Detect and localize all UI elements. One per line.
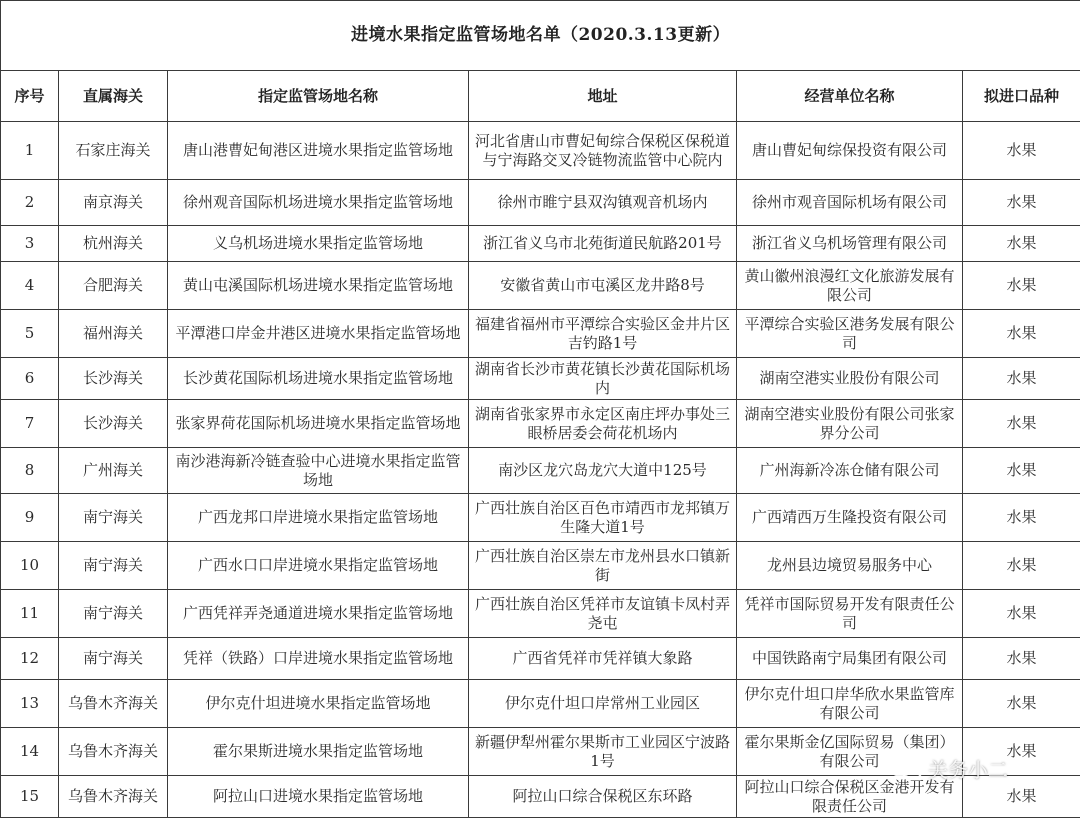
- cell-address: 新疆伊犁州霍尔果斯市工业园区宁波路1号: [469, 728, 737, 776]
- cell-operator: 伊尔克什坦口岸华欣水果监管库有限公司: [737, 680, 963, 728]
- cell-variety: 水果: [963, 542, 1080, 590]
- table-row: [1, 122, 1080, 180]
- cell-variety: 水果: [963, 180, 1080, 226]
- cell-no: 1: [1, 122, 59, 180]
- cell-operator: 黄山徽州浪漫红文化旅游发展有限公司: [737, 262, 963, 310]
- watermark-text: 关务小二: [928, 758, 1008, 782]
- table-row: [1, 728, 1080, 776]
- cell-operator: 龙州县边境贸易服务中心: [737, 542, 963, 590]
- cell-variety: 水果: [963, 448, 1080, 494]
- cell-variety: 水果: [963, 638, 1080, 680]
- cell-no: 8: [1, 448, 59, 494]
- table-row: [1, 448, 1080, 494]
- cell-customs: 南宁海关: [59, 638, 168, 680]
- cell-no: 14: [1, 728, 59, 776]
- cell-variety: 水果: [963, 680, 1080, 728]
- cell-customs: 长沙海关: [59, 400, 168, 448]
- cell-customs: 乌鲁木齐海关: [59, 728, 168, 776]
- cell-no: 5: [1, 310, 59, 358]
- table-title: 进境水果指定监管场地名单（2020.3.13更新）: [1, 1, 1080, 71]
- cell-variety: 水果: [963, 590, 1080, 638]
- header-variety: 拟进口品种: [963, 71, 1080, 122]
- cell-no: 10: [1, 542, 59, 590]
- cell-site-name: 唐山港曹妃甸港区进境水果指定监管场地: [168, 122, 469, 180]
- cell-address: 阿拉山口综合保税区东环路: [469, 776, 737, 818]
- cell-address: 广西壮族自治区凭祥市友谊镇卡凤村弄尧屯: [469, 590, 737, 638]
- cell-no: 13: [1, 680, 59, 728]
- cell-no: 12: [1, 638, 59, 680]
- cell-no: 11: [1, 590, 59, 638]
- cell-no: 3: [1, 226, 59, 262]
- cell-variety: 水果: [963, 728, 1080, 776]
- cell-operator: 湖南空港实业股份有限公司: [737, 358, 963, 400]
- cell-customs: 南宁海关: [59, 494, 168, 542]
- cell-operator: 广西靖西万生隆投资有限公司: [737, 494, 963, 542]
- cell-site-name: 平潭港口岸金井港区进境水果指定监管场地: [168, 310, 469, 358]
- cell-customs: 乌鲁木齐海关: [59, 680, 168, 728]
- cell-operator: 广州海新冷冻仓储有限公司: [737, 448, 963, 494]
- table-row: [1, 590, 1080, 638]
- cell-variety: 水果: [963, 262, 1080, 310]
- cell-customs: 杭州海关: [59, 226, 168, 262]
- table-row: [1, 310, 1080, 358]
- table-row: [1, 262, 1080, 310]
- cell-address: 湖南省张家界市永定区南庄坪办事处三眼桥居委会荷花机场内: [469, 400, 737, 448]
- cell-site-name: 凭祥（铁路）口岸进境水果指定监管场地: [168, 638, 469, 680]
- cell-variety: 水果: [963, 358, 1080, 400]
- cell-site-name: 伊尔克什坦进境水果指定监管场地: [168, 680, 469, 728]
- cell-no: 6: [1, 358, 59, 400]
- cell-customs: 南宁海关: [59, 590, 168, 638]
- cell-site-name: 南沙港海新冷链查验中心进境水果指定监管场地: [168, 448, 469, 494]
- cell-address: 南沙区龙穴岛龙穴大道中125号: [469, 448, 737, 494]
- cell-variety: 水果: [963, 226, 1080, 262]
- cell-customs: 广州海关: [59, 448, 168, 494]
- header-no: 序号: [1, 71, 59, 122]
- cell-address: 广西壮族自治区百色市靖西市龙邦镇万生隆大道1号: [469, 494, 737, 542]
- cell-variety: 水果: [963, 310, 1080, 358]
- cell-site-name: 霍尔果斯进境水果指定监管场地: [168, 728, 469, 776]
- cell-operator: 唐山曹妃甸综保投资有限公司: [737, 122, 963, 180]
- cell-site-name: 黄山屯溪国际机场进境水果指定监管场地: [168, 262, 469, 310]
- cell-no: 9: [1, 494, 59, 542]
- cell-site-name: 广西凭祥弄尧通道进境水果指定监管场地: [168, 590, 469, 638]
- cell-operator: 阿拉山口综合保税区金港开发有限责任公司: [737, 776, 963, 818]
- table-row: [1, 180, 1080, 226]
- cell-site-name: 义乌机场进境水果指定监管场地: [168, 226, 469, 262]
- table-row: [1, 542, 1080, 590]
- cell-variety: 水果: [963, 400, 1080, 448]
- cell-address: 湖南省长沙市黄花镇长沙黄花国际机场内: [469, 358, 737, 400]
- cell-site-name: 阿拉山口进境水果指定监管场地: [168, 776, 469, 818]
- table-row: [1, 358, 1080, 400]
- cell-operator: 平潭综合实验区港务发展有限公司: [737, 310, 963, 358]
- cell-operator: 凭祥市国际贸易开发有限责任公司: [737, 590, 963, 638]
- table-row: [1, 494, 1080, 542]
- header-address: 地址: [469, 71, 737, 122]
- header-customs: 直属海关: [59, 71, 168, 122]
- cell-address: 河北省唐山市曹妃甸综合保税区保税道与宁海路交叉冷链物流监管中心院内: [469, 122, 737, 180]
- cell-site-name: 张家界荷花国际机场进境水果指定监管场地: [168, 400, 469, 448]
- table-row: [1, 680, 1080, 728]
- cell-address: 浙江省义乌市北苑街道民航路201号: [469, 226, 737, 262]
- cell-site-name: 徐州观音国际机场进境水果指定监管场地: [168, 180, 469, 226]
- cell-customs: 福州海关: [59, 310, 168, 358]
- cell-no: 7: [1, 400, 59, 448]
- cell-address: 福建省福州市平潭综合实验区金井片区吉钓路1号: [469, 310, 737, 358]
- table-row: [1, 226, 1080, 262]
- cell-address: 广西壮族自治区崇左市龙州县水口镇新街: [469, 542, 737, 590]
- cell-customs: 石家庄海关: [59, 122, 168, 180]
- cell-operator: 霍尔果斯金亿国际贸易（集团）有限公司: [737, 728, 963, 776]
- table-row: [1, 400, 1080, 448]
- cell-address: 安徽省黄山市屯溪区龙井路8号: [469, 262, 737, 310]
- cell-operator: 浙江省义乌机场管理有限公司: [737, 226, 963, 262]
- header-row: [1, 71, 1080, 122]
- header-site-name: 指定监管场地名称: [168, 71, 469, 122]
- cell-site-name: 广西水口口岸进境水果指定监管场地: [168, 542, 469, 590]
- cell-variety: 水果: [963, 122, 1080, 180]
- cell-site-name: 广西龙邦口岸进境水果指定监管场地: [168, 494, 469, 542]
- cell-customs: 南宁海关: [59, 542, 168, 590]
- cell-variety: 水果: [963, 776, 1080, 818]
- cell-variety: 水果: [963, 494, 1080, 542]
- cell-customs: 长沙海关: [59, 358, 168, 400]
- cell-operator: 徐州市观音国际机场有限公司: [737, 180, 963, 226]
- cell-customs: 乌鲁木齐海关: [59, 776, 168, 818]
- cell-site-name: 长沙黄花国际机场进境水果指定监管场地: [168, 358, 469, 400]
- cell-no: 15: [1, 776, 59, 818]
- table-row: [1, 638, 1080, 680]
- cell-operator: 中国铁路南宁局集团有限公司: [737, 638, 963, 680]
- cell-address: 徐州市睢宁县双沟镇观音机场内: [469, 180, 737, 226]
- cell-no: 2: [1, 180, 59, 226]
- cell-customs: 南京海关: [59, 180, 168, 226]
- cell-customs: 合肥海关: [59, 262, 168, 310]
- table-row: [1, 776, 1080, 818]
- cell-address: 伊尔克什坦口岸常州工业园区: [469, 680, 737, 728]
- cell-address: 广西省凭祥市凭祥镇大象路: [469, 638, 737, 680]
- header-operator: 经营单位名称: [737, 71, 963, 122]
- cell-operator: 湖南空港实业股份有限公司张家界分公司: [737, 400, 963, 448]
- cell-no: 4: [1, 262, 59, 310]
